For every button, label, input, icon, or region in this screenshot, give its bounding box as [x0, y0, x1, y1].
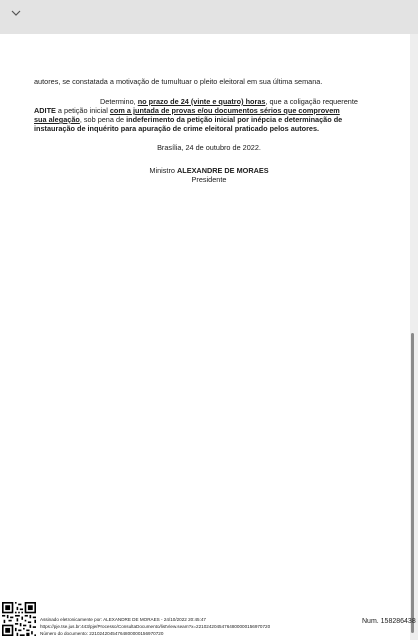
determination-line-4: instauração de inquérito para apuração de crime eleitoral praticado pelos autores.	[34, 124, 320, 133]
determino-text: Determino,	[100, 97, 136, 106]
paragraph-closing: autores, se constatada a motivação de tumultuar o pleito eleitoral em sua última semana.	[34, 77, 323, 86]
rejection-text: indeferimento da petição inicial por inépcia e determinação de	[126, 115, 343, 124]
signed-by-line: Assinado eletronicamente por: ALEXANDRE DE MORAES - 24/10/2022 20:45:47	[40, 617, 206, 622]
date-line: Brasília, 24 de outubro de 2022.	[157, 143, 261, 152]
coalition-text: , que a coligação requerente	[265, 97, 358, 106]
signature-title: Ministro	[149, 166, 177, 175]
signature-role: Presidente	[191, 175, 227, 184]
scrollbar-thumb[interactable]	[411, 333, 414, 633]
peticao-text: a petição inicial	[55, 106, 110, 115]
paragraph-determination	[34, 97, 384, 133]
determination-line-2	[34, 106, 384, 115]
num-label: Num. 158286438	[362, 618, 416, 625]
document-url[interactable]: https://pje.tse.jus.br:443/pje/Processo/ConsultaDocumento/listView.seam?x=22102420454764800000156970720	[40, 624, 271, 629]
deadline-text: no prazo de 24 (vinte e quatro) horas	[137, 97, 266, 106]
top-bar	[0, 0, 418, 34]
determination-line-1	[34, 97, 384, 106]
determination-line-3	[34, 115, 384, 124]
qr-code-icon[interactable]	[2, 602, 36, 636]
signature-name-line	[34, 166, 384, 175]
evidence-text: com a juntada de provas e/ou documentos sérios que comprovem	[109, 106, 340, 115]
adite-text: ADITE	[34, 106, 56, 115]
signature-name: ALEXANDRE DE MORAES	[176, 166, 269, 175]
document-number: Número do documento: 22102420454764800000156970720	[40, 631, 164, 636]
allegation-text: sua alegação	[34, 115, 80, 124]
penalty-text: , sob pena de	[79, 115, 127, 124]
chevron-down-icon[interactable]	[10, 7, 22, 19]
